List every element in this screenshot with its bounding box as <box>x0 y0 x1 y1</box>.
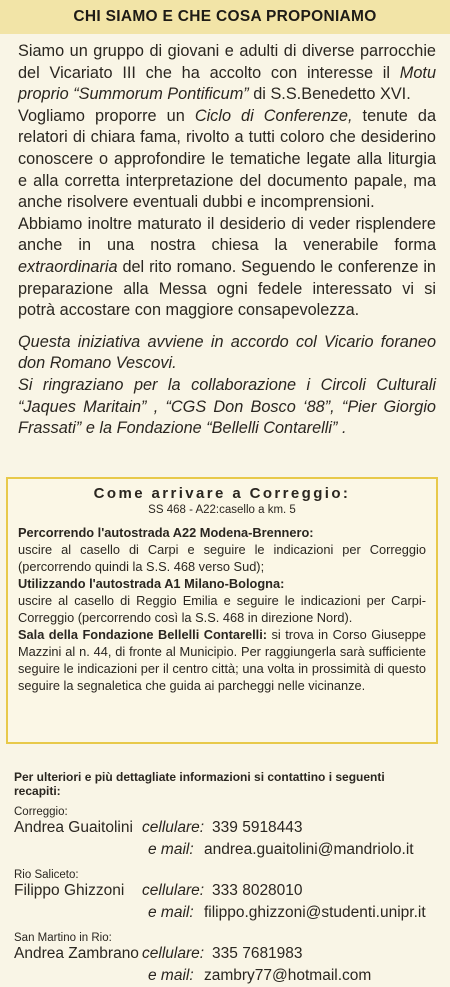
contact-phone[interactable]: 335 7681983 <box>212 945 303 962</box>
sala-text: Sala della Fondazione Bellelli Contarelli: si trova in Corso Giuseppe Mazzini al n. 44, di fronte al Municipio. Per raggiungerla sarà sufficiente seguire le indicazioni per il centro città; una volta in prossimità di questo seguire la segnaletica che guida ai parcheggi nelle vicinanze. <box>18 627 427 693</box>
a22-text: uscire al casello di Carpi e seguire le indicazioni per Correggio (percorrendo quindi la S.S. 468 verso Sud); <box>18 542 426 574</box>
intro-paragraph-4: Questa iniziativa avviene in accordo col Vicario foraneo don Romano Vescovi. <box>18 332 436 373</box>
contact-city: Rio Saliceto: <box>14 869 79 881</box>
mail-label: e mail: <box>148 841 194 858</box>
intro-paragraph-2: Vogliamo proporre un Ciclo di Conferenze, tenute da relatori di chiara fama, rivolto a tutti coloro che desiderino conoscere o approfondire le tematiche legate alla liturgia e alla corretta interpretazione del documento papale, ma anche risolvere eventuali dubbi e incomprensioni. <box>18 106 436 212</box>
directions-subtitle: SS 468 - A22:casello a km. 5 <box>148 504 296 516</box>
contacts-section <box>14 770 434 985</box>
section-header <box>0 0 450 34</box>
a1-text: uscire al casello di Reggio Emilia e seguire le indicazioni per Carpi-Correggio (percorrendo così la S.S. 468 in direzione Nord). <box>18 593 426 625</box>
mail-label: e mail: <box>148 904 194 921</box>
intro-paragraph-5: Si ringraziano per la collaborazione i Circoli Culturali “Jaques Maritain” , “CGS Don Bosco ‘88”, “Pier Giorgio Frassati” e la Fondazione “Bellelli Contarelli” . <box>18 375 436 438</box>
intro-text <box>18 41 436 440</box>
contact-entry <box>14 869 434 922</box>
contact-email[interactable]: zambry77@hotmail.com <box>203 967 372 984</box>
intro-paragraph-1: Siamo un gruppo di giovani e adulti di diverse parrocchie del Vicariato III che ha accolto con interesse il Motu proprio “Summorum Pontificum” di S.S.Benedetto XVI. <box>18 42 436 104</box>
section-title: CHI SIAMO E CHE COSA PROPONIAMO <box>73 8 377 25</box>
cell-label: cellulare: <box>142 945 205 962</box>
cell-label: cellulare: <box>142 882 205 899</box>
cell-label: cellulare: <box>142 819 205 836</box>
contacts-lead: Per ulteriori e più dettagliate informazioni si contattino i seguenti recapiti: <box>14 770 385 798</box>
contact-phone[interactable]: 333 8028010 <box>212 882 303 899</box>
a22-title: Percorrendo l'autostrada A22 Modena-Brennero: <box>18 525 314 540</box>
directions-title: Come arrivare a Correggio: <box>93 485 351 502</box>
contact-entry <box>14 806 434 859</box>
contact-email[interactable]: filippo.ghizzoni@studenti.unipr.it <box>203 904 426 921</box>
contact-phone[interactable]: 339 5918443 <box>212 819 303 836</box>
contact-email[interactable]: andrea.guaitolini@mandriolo.it <box>203 841 414 858</box>
mail-label: e mail: <box>148 967 194 984</box>
contact-entry <box>14 932 434 985</box>
a1-title: Utilizzando l'autostrada A1 Milano-Bologna: <box>18 576 285 591</box>
contact-city: Correggio: <box>14 806 68 818</box>
directions-box <box>6 477 438 744</box>
contact-name: Filippo Ghizzoni <box>14 882 125 899</box>
contact-city: San Martino in Rio: <box>14 932 112 944</box>
contact-name: Andrea Guaitolini <box>14 819 133 836</box>
contact-name: Andrea Zambrano <box>14 945 139 962</box>
intro-paragraph-3: Abbiamo inoltre maturato il desiderio di veder risplendere anche in una nostra chiesa la venerabile forma extraordinaria del rito romano. Seguendo le conferenze in preparazione alla Messa ogni fedele interessato vi si potrà accostare con maggiore consapevolezza. <box>18 214 436 320</box>
